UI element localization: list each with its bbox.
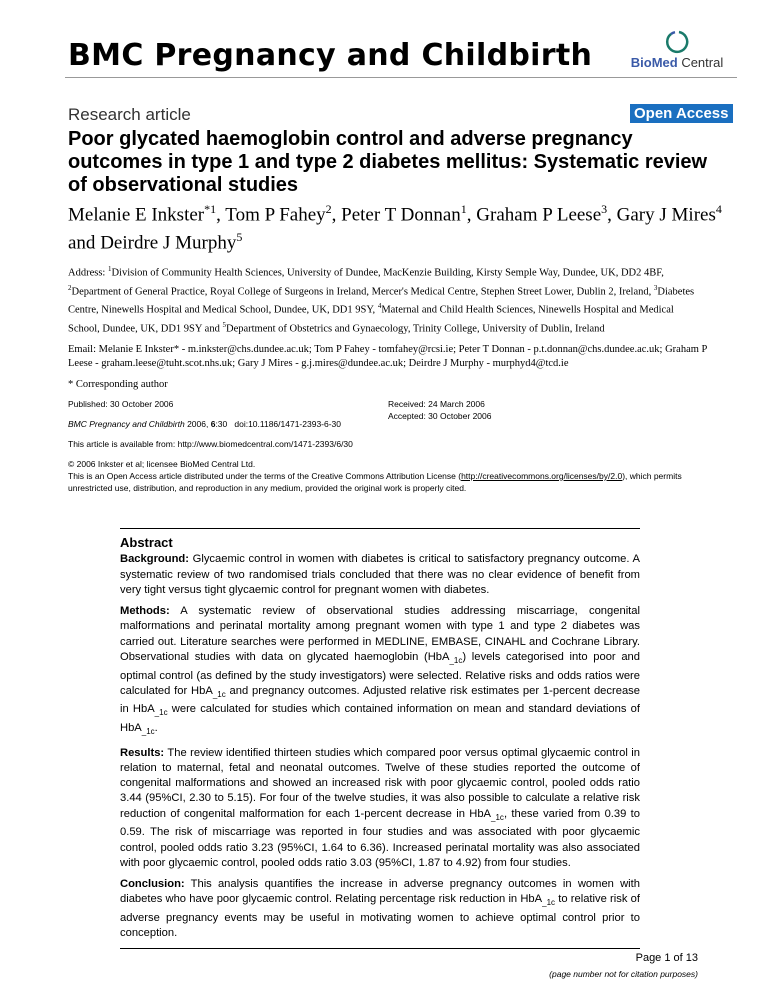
abstract-text: The review identified thirteen studies which compared poor versus optimal glycaemic control in relation to maternal, fetal and neonatal outcomes. Twelve of these studies reported the outcome of congenital malformations and showed an increased risk with poor glycaemic control, pooled odds ratio 3.44 (95%CI, 2.30 to 5.15). For four of the twelve studies, it was also possible to calculate a relative risk reduction of congenital malformation for each 1-percent decrease in HbA — [120, 746, 640, 820]
address-label: Address: — [68, 267, 108, 279]
author-separator: , — [607, 204, 617, 226]
author-separator: , — [216, 204, 226, 226]
affiliation-text: Department of General Practice, Royal College of Surgeons in Ireland, Mercer's Medical Centre, Stephen Street Lower, Dublin 2, Ireland, — [71, 286, 654, 297]
affiliation-number: 4 — [377, 302, 382, 310]
citation-page: :30 — [215, 419, 228, 429]
page-number-note: (page number not for citation purposes) — [549, 969, 698, 979]
author-affiliation: 4 — [715, 202, 722, 216]
abstract-text: A systematic review of observational studies addressing miscarriage, congenital malformations and perinatal mortality among pregnant women with type 1 and type 2 diabetes was carried out. Literature searches were performed in MEDLINE, EMBASE, CINAHL and Cochrane Library. Observational studies with data on glycated haemoglobin (HbA — [120, 605, 640, 664]
abstract-section — [120, 552, 640, 598]
page-number: Page 1 of 13 — [635, 952, 698, 964]
affiliation-text: Diabetes Centre, Ninewells Hospital and Medical School, Dundee, UK, DD1 9SY, — [68, 286, 695, 316]
abstract-body — [120, 552, 640, 941]
logo-biomed: BioMed — [630, 55, 678, 70]
author-separator: , — [466, 204, 477, 226]
citation-year: 2006, — [184, 419, 211, 429]
hba1c-subscript: _1c — [212, 690, 226, 700]
license-pre: This is an Open Access article distributed under the terms of the Creative Commons Attribution License ( — [68, 471, 462, 481]
affiliation-number: 5 — [222, 320, 226, 329]
publication-info — [68, 398, 718, 494]
affiliation-text: Maternal and Child Health Sciences, Ninewells Hospital and Medical School, Dundee, UK, DD1 9SY and — [68, 304, 674, 334]
citation-journal: BMC Pregnancy and Childbirth — [68, 419, 185, 429]
author-affiliation: 5 — [236, 230, 243, 245]
abstract-section — [120, 746, 640, 872]
emails: Email: Melanie E Inkster* - m.inkster@chs.dundee.ac.uk; Tom P Fahey - tomfahey@rcsi.ie; Peter T Donnan - p.t.donnan@chs.dundee.ac.uk; Graham P Leese - graham.leese@tuht.scot.nhs.uk; Gary J Mires - g.j.mires@dundee.ac.uk; Deirdre J Murphy - murphyd4@tcd.ie — [68, 344, 707, 369]
author-separator: and — [68, 232, 101, 254]
published-date: Published: 30 October 2006 — [68, 399, 174, 409]
affiliations — [68, 262, 708, 399]
accepted-date: Accepted: 30 October 2006 — [388, 411, 492, 421]
received-text: Received: 24 March 2006 — [388, 399, 485, 409]
abstract-text: . — [154, 721, 158, 734]
author-name: Graham P Leese — [476, 204, 602, 226]
affiliation-number: 2 — [68, 283, 72, 292]
author-affiliation: 1 — [460, 202, 467, 216]
hba1c-subscript: _1c — [154, 708, 168, 718]
article-type: Research article — [68, 105, 191, 124]
doi: doi:10.1186/1471-2393-6-30 — [234, 419, 342, 429]
journal-title: BMC Pregnancy and Childbirth — [68, 38, 593, 73]
affiliation-number: 3 — [653, 283, 658, 292]
affiliation-text: Division of Community Health Sciences, University of Dundee, MacKenzie Building, Kirsty Semple Way, Dundee, UK, DD2 4BF, — [111, 267, 664, 279]
abstract-section-label: Background: — [120, 553, 189, 566]
abstract-text: ) levels categorised into poor and optimal control (as defined by the study investigators) were selected. Relative risks and odds ratios were calculated for HbA — [120, 651, 640, 697]
license-text — [68, 470, 718, 494]
copyright: © 2006 Inkster et al; licensee BioMed Central Ltd. — [68, 459, 256, 469]
header-divider — [65, 77, 737, 78]
abstract-bottom-rule — [120, 948, 640, 949]
author-name: Deirdre J Murphy — [100, 232, 237, 254]
availability-url[interactable]: This article is available from: http://www.biomedcentral.com/1471-2393/6/30 — [68, 439, 353, 449]
hba1c-subscript: _1c — [542, 898, 556, 908]
abstract-section — [120, 877, 640, 941]
citation-volume: 6 — [210, 419, 216, 429]
author-name: Melanie E Inkster — [68, 204, 205, 226]
affiliation-text: Department of Obstetrics and Gynaecology, Trinity College, University of Dublin, Ireland — [225, 323, 605, 334]
author-affiliation: 2 — [325, 202, 332, 216]
received-date — [388, 398, 492, 422]
license-link[interactable]: http://creativecommons.org/licenses/by/2.0 — [461, 471, 623, 481]
article-title: Poor glycated haemoglobin control and adverse pregnancy outcomes in type 1 and type 2 diabetes mellitus: Systematic review of observational studies — [68, 128, 708, 196]
author-name: Gary J Mires — [616, 204, 716, 226]
hba1c-subscript: _1c — [491, 812, 504, 822]
affiliation-number: 1 — [107, 265, 112, 273]
logo-ring-icon — [665, 30, 689, 54]
author-list — [68, 198, 728, 255]
abstract-text: This analysis quantifies the increase in adverse pregnancy outcomes in women with diabetes who have poor glycaemic control. Relating percentage risk reduction in HbA — [120, 878, 640, 906]
abstract-text: , these varied from 0.39 to 0.59. The risk of miscarriage was reported in four studies and was associated with poor glycaemic control, pooled odds ratio 3.23 (95%CI, 1.64 to 6.36). Increased perinatal mortality was also associated with poor glycaemic control, pooled odds ratio 3.03 (95%CI, 1.87 to 4.92) from four studies. — [120, 807, 640, 869]
author-affiliation: *1 — [204, 202, 217, 216]
abstract-section-label: Methods: — [120, 605, 170, 618]
abstract-text: were calculated for studies which contained information on mean and standard deviations of HbA — [120, 703, 640, 734]
author-affiliation: 3 — [601, 202, 608, 216]
abstract-text: and pregnancy outcomes. Adjusted relative risk estimates per 1-percent decrease in HbA — [120, 684, 640, 716]
author-separator: , — [331, 204, 342, 226]
abstract-heading: Abstract — [120, 535, 173, 550]
abstract-top-rule — [120, 528, 640, 529]
author-name: Peter T Donnan — [341, 204, 461, 226]
corresponding-author-note: * Corresponding author — [68, 379, 168, 390]
license-post: ), which permits unrestricted use, distribution, and reproduction in any medium, provided the original work is properly cited. — [68, 471, 682, 493]
hba1c-subscript: _1c — [141, 727, 155, 737]
abstract-section — [120, 604, 640, 739]
logo-central: Central — [677, 55, 724, 70]
abstract-text: to relative risk of adverse pregnancy events may be useful in motivating women to achieve optimal control prior to conception. — [120, 893, 640, 940]
abstract — [120, 528, 640, 949]
abstract-section-label: Results: — [120, 746, 165, 759]
hba1c-subscript: _1c — [449, 656, 463, 666]
address — [68, 262, 708, 336]
author-name: Tom P Fahey — [225, 204, 326, 226]
biomed-central-logo — [612, 30, 742, 72]
open-access-badge: Open Access — [630, 104, 733, 123]
abstract-text: Glycaemic control in women with diabetes is critical to satisfactory pregnancy outcome. A systematic review of two randomised trials concluded that there was no clear evidence of benefit from very tight versus tight glycaemic control for pregnant women with diabetes. — [120, 553, 640, 596]
abstract-section-label: Conclusion: — [120, 878, 185, 891]
